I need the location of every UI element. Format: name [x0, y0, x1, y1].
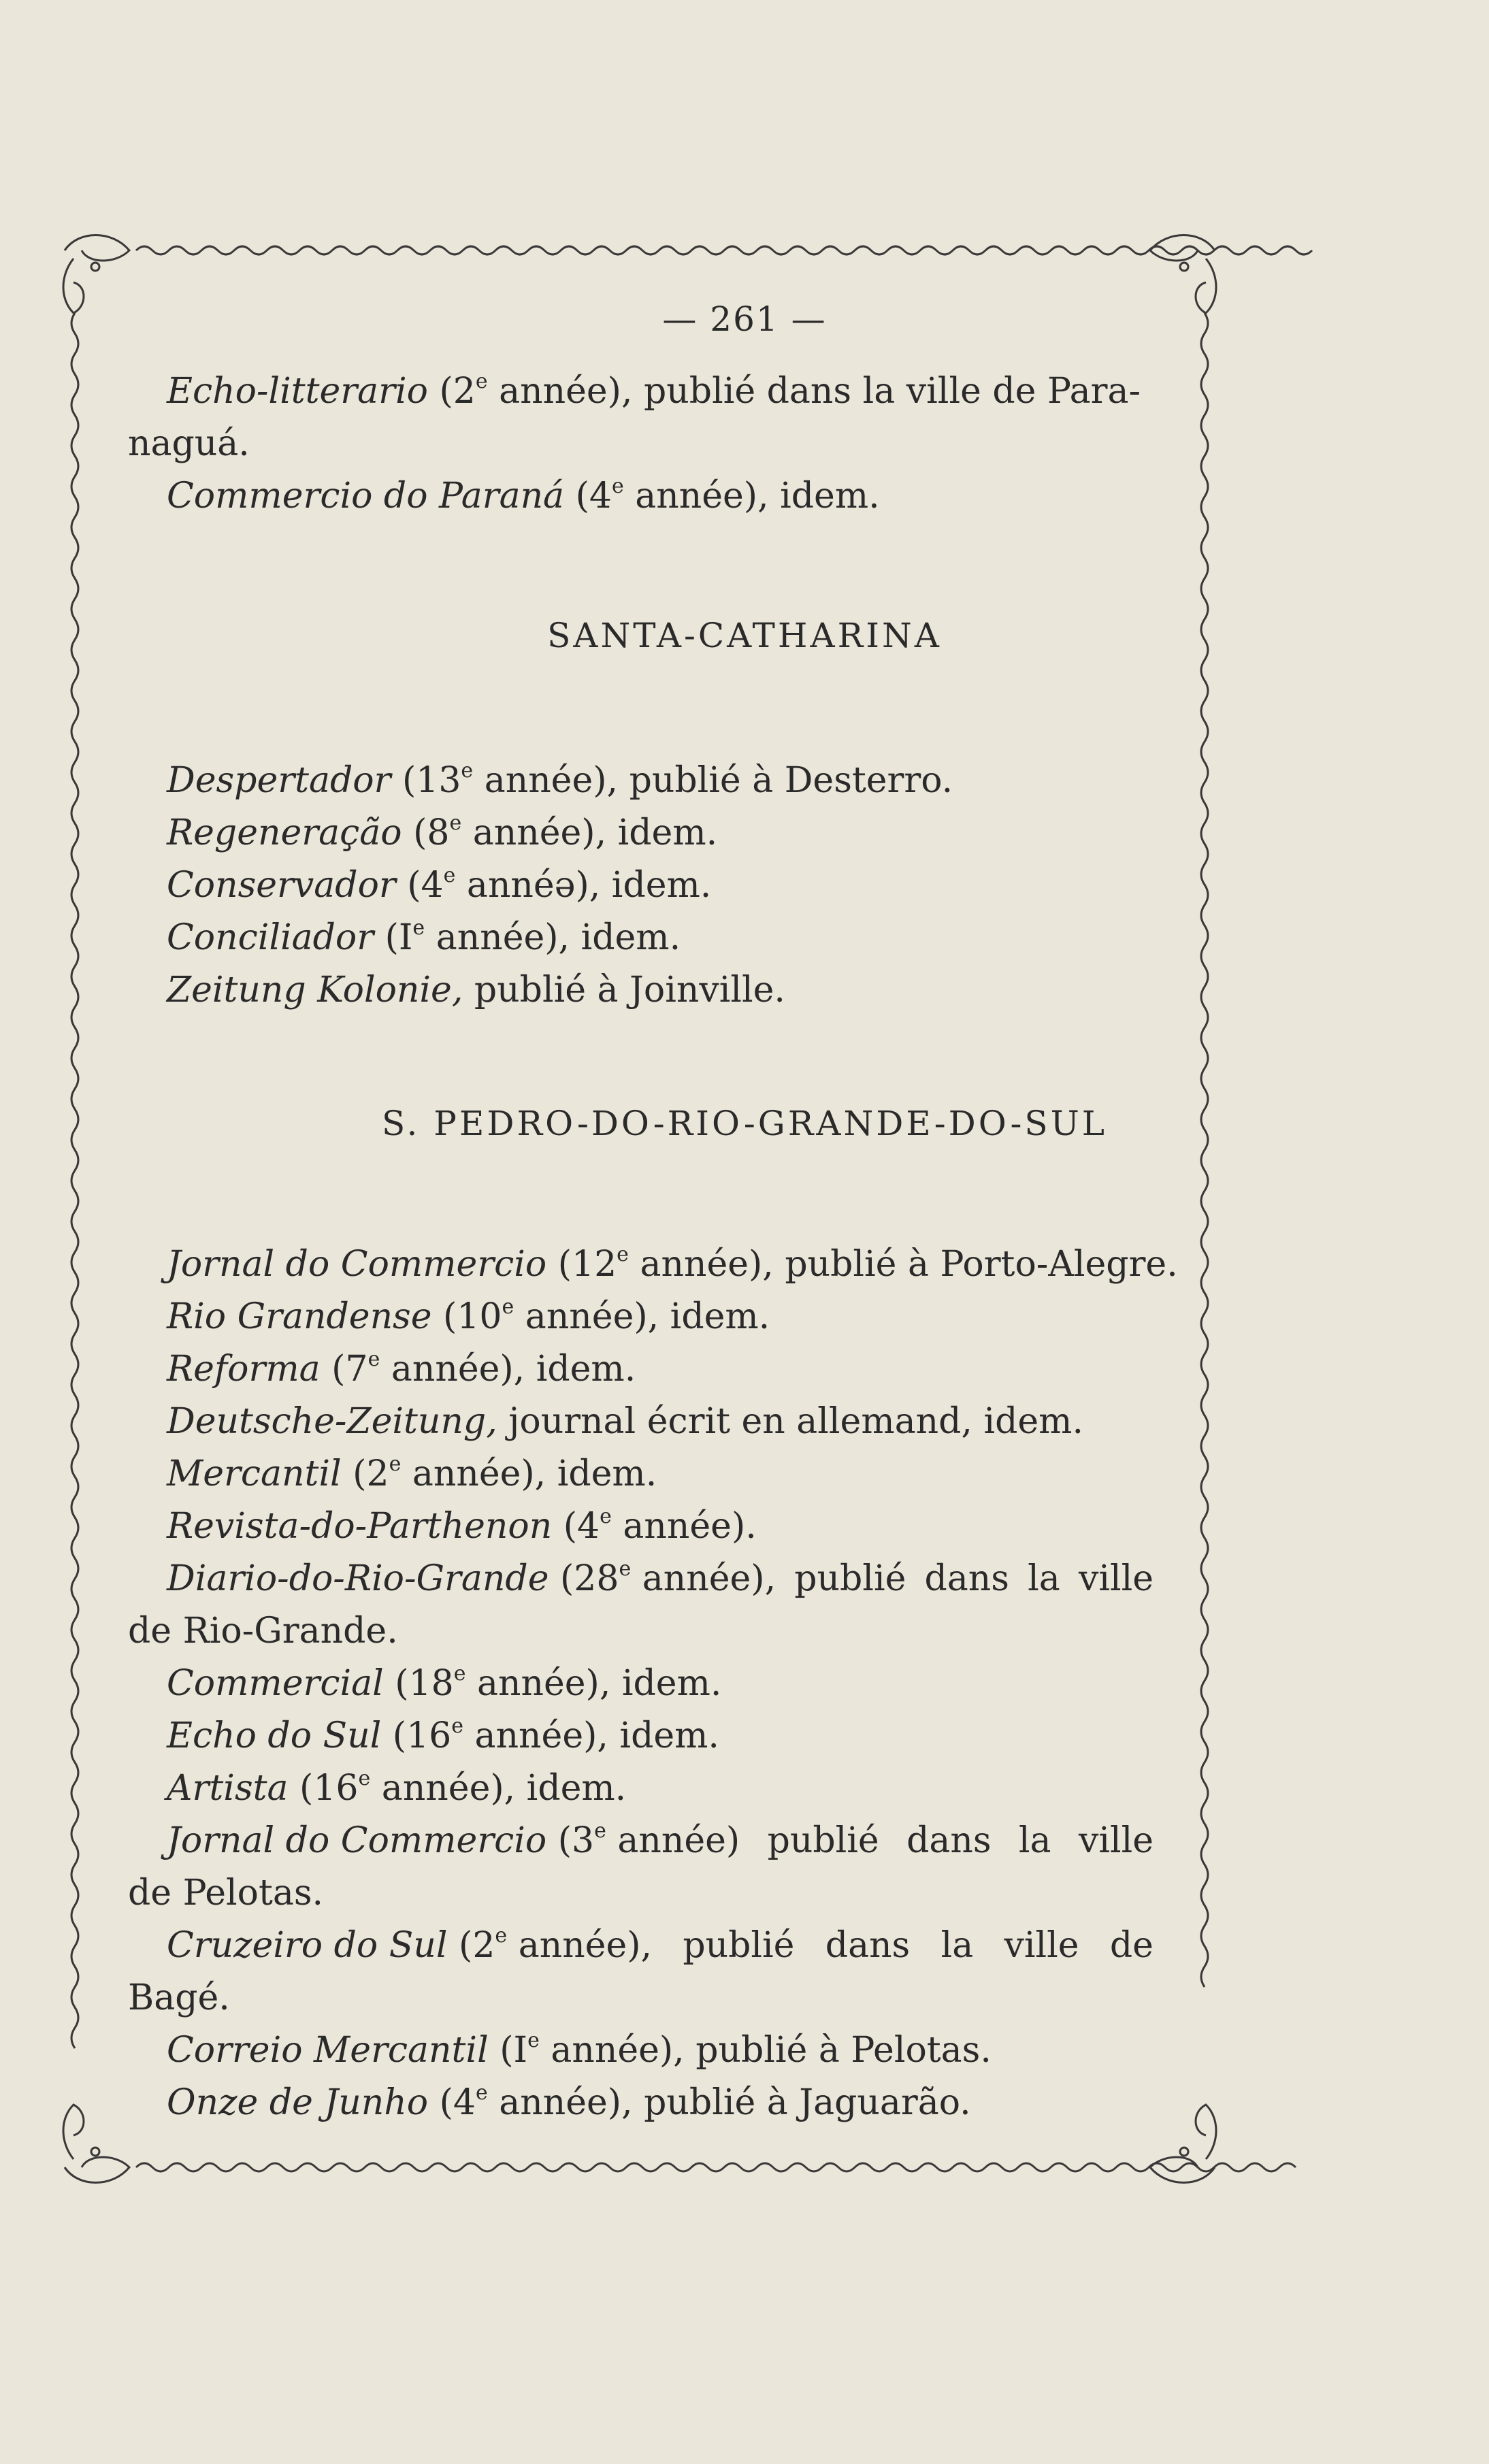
entry-echo-do-sul — [167, 1712, 719, 1760]
entry-mercantil — [167, 1450, 657, 1498]
entry-continuation: de Rio-Grande. — [128, 1611, 398, 1652]
entry-text: (3 — [546, 1820, 595, 1861]
entry-text: (13 — [391, 760, 461, 801]
entry-word: dans — [924, 1558, 1009, 1599]
newspaper-title: Conciliador — [167, 917, 374, 958]
corner-ornament-bottom-left — [63, 2105, 129, 2183]
entry-text: année). — [611, 1506, 757, 1547]
entry-lead — [167, 1555, 776, 1603]
entry-word: ville — [1004, 1925, 1079, 1966]
ordinal-suffix: e — [412, 916, 425, 940]
entry-regeneracao — [167, 809, 717, 857]
entry-despertador — [167, 757, 953, 804]
newspaper-title: Despertador — [167, 760, 391, 801]
newspaper-title: Echo-litterario — [167, 371, 428, 412]
ordinal-suffix: e — [617, 1243, 629, 1266]
entry-lead — [167, 1817, 740, 1865]
newspaper-title: Correio Mercantil — [167, 2030, 489, 2071]
top-wavy-rule — [136, 246, 1312, 254]
entry-text: année), idem. — [514, 1296, 770, 1337]
entry-text: année), idem. — [425, 917, 681, 958]
entry-text: (7 — [320, 1349, 368, 1390]
newspaper-title: Diario-do-Rio-Grande — [167, 1558, 549, 1599]
entry-artista — [167, 1764, 626, 1812]
entry-text: (12 — [546, 1244, 617, 1285]
entry-jornal-do-commercio-porto-alegre — [167, 1241, 1178, 1288]
newspaper-title: Jornal do Commercio — [167, 1244, 547, 1285]
entry-conservador — [167, 861, 711, 909]
newspaper-title: Rio Grandense — [167, 1296, 432, 1337]
entry-word: ville — [1078, 1820, 1153, 1861]
newspaper-title: Cruzeiro do Sul — [167, 1925, 448, 1966]
entry-conciliador — [167, 914, 681, 962]
entry-text: (4 — [395, 865, 444, 906]
entry-text: (28 — [549, 1558, 619, 1599]
newspaper-title: Reforma — [167, 1349, 321, 1390]
ordinal-suffix: e — [475, 2081, 488, 2105]
bottom-wavy-rule — [136, 2163, 1296, 2171]
entry-word: publié — [767, 1820, 879, 1861]
entry-text: publié à Joinville. — [463, 970, 785, 1011]
section-heading-rio-grande-do-sul: S. PEDRO-DO-RIO-GRANDE-DO-SUL — [381, 1104, 1108, 1143]
entry-word: la — [1018, 1820, 1051, 1861]
entry-correio-mercantil — [167, 2026, 992, 2074]
entry-jornal-do-commercio-pelotas — [167, 1817, 1153, 1865]
entry-text: année), idem. — [463, 1715, 719, 1756]
entry-text: (4 — [552, 1506, 600, 1547]
entry-text: (2 — [341, 1453, 389, 1494]
newspaper-title: Deutsche-Zeitung, — [167, 1401, 497, 1442]
ordinal-suffix: e — [453, 1662, 466, 1686]
entry-text: (16 — [381, 1715, 452, 1756]
entry-text: année), publié à Jaguarão. — [487, 2082, 971, 2123]
entry-continuation: Bagé. — [128, 1977, 230, 2018]
entry-deutsche-zeitung — [167, 1398, 1083, 1445]
ordinal-suffix: e — [527, 2028, 540, 2052]
entry-reforma — [167, 1345, 636, 1393]
entry-text: année), publié à Pelotas. — [539, 2030, 992, 2071]
entry-text: (4 — [428, 2082, 476, 2123]
entry-text: année), publié dans la ville de Para- — [487, 371, 1141, 412]
entry-diario-do-rio-grande — [167, 1555, 1153, 1603]
ordinal-suffix: e — [611, 474, 624, 498]
entry-zeitung-kolonie — [167, 966, 785, 1014]
ordinal-suffix: e — [594, 1819, 606, 1843]
entry-text: année), idem. — [465, 1663, 722, 1704]
page-number: — 261 — — [662, 299, 827, 339]
entry-word: dans — [825, 1925, 911, 1966]
ordinal-suffix: e — [600, 1505, 612, 1528]
entry-text: (I — [488, 2030, 528, 2071]
newspaper-title: Jornal do Commercio — [167, 1820, 547, 1861]
newspaper-title: Mercantil — [167, 1453, 342, 1494]
entry-word: publié — [794, 1558, 906, 1599]
entry-text: année), idem. — [370, 1768, 627, 1809]
entry-word: la — [1028, 1558, 1060, 1599]
entry-text: (2 — [447, 1925, 495, 1966]
entry-text: année), publié à Porto-Alegre. — [628, 1244, 1178, 1285]
entry-text: année), idem. — [380, 1349, 636, 1390]
entry-text: (I — [374, 917, 413, 958]
entry-text: année), idem. — [401, 1453, 657, 1494]
left-wavy-rule — [71, 313, 78, 2048]
entry-text: année), — [631, 1558, 776, 1599]
ordinal-suffix: e — [451, 1714, 464, 1738]
entry-cruzeiro-do-sul — [167, 1922, 1153, 1969]
newspaper-title: Commercio do Paraná — [167, 476, 565, 516]
ordinal-suffix: e — [502, 1295, 514, 1319]
entry-text: annéə), idem. — [455, 865, 712, 906]
ordinal-suffix: e — [389, 1452, 402, 1476]
entry-text: (16 — [288, 1768, 359, 1809]
entry-word: de — [1109, 1925, 1153, 1966]
newspaper-title: Commercial — [167, 1663, 384, 1704]
newspaper-title: Artista — [167, 1768, 289, 1809]
right-wavy-rule — [1201, 313, 1208, 1987]
entry-word: publié — [683, 1925, 795, 1966]
entry-revista-do-parthenon — [167, 1502, 757, 1550]
ordinal-suffix: e — [367, 1347, 380, 1371]
newspaper-title: Zeitung Kolonie, — [167, 970, 463, 1011]
ordinal-suffix: e — [495, 1924, 508, 1948]
ordinal-suffix: e — [619, 1557, 632, 1581]
entry-onze-de-junho — [167, 2079, 971, 2126]
newspaper-title: Conservador — [167, 865, 396, 906]
entry-text: année), idem. — [461, 812, 718, 853]
entry-text: (8 — [402, 812, 450, 853]
entry-echo-litterario — [167, 367, 1141, 415]
entry-text: année), idem. — [623, 476, 880, 516]
newspaper-title: Revista-do-Parthenon — [167, 1506, 553, 1547]
ordinal-suffix: e — [461, 759, 474, 783]
ordinal-suffix: e — [475, 369, 488, 393]
entry-lead — [167, 1922, 652, 1969]
entry-text: année), publié à Desterro. — [473, 760, 953, 801]
entry-commercio-do-parana — [167, 472, 880, 520]
section-heading-santa-catharina: SANTA-CATHARINA — [547, 616, 942, 655]
entry-word: la — [940, 1925, 974, 1966]
entry-rio-grandense — [167, 1293, 770, 1341]
entry-word: dans — [906, 1820, 992, 1861]
entry-text: (10 — [431, 1296, 502, 1337]
newspaper-title: Onze de Junho — [167, 2082, 429, 2123]
entry-word: ville — [1078, 1558, 1153, 1599]
entry-text: (2 — [427, 371, 476, 412]
entry-text: année), — [507, 1925, 653, 1966]
ordinal-suffix: e — [358, 1767, 371, 1790]
entry-text: (4 — [564, 476, 612, 516]
newspaper-title: Regeneração — [167, 812, 402, 853]
entry-continuation: naguá. — [128, 423, 250, 464]
entry-text: journal écrit en allemand, idem. — [497, 1401, 1084, 1442]
ordinal-suffix: e — [443, 864, 456, 887]
newspaper-title: Echo do Sul — [167, 1715, 382, 1756]
entry-text: année) — [606, 1820, 740, 1861]
ordinal-suffix: e — [449, 811, 462, 835]
entry-text: (18 — [383, 1663, 454, 1704]
entry-commercial — [167, 1660, 721, 1707]
entry-continuation: de Pelotas. — [128, 1873, 324, 1913]
